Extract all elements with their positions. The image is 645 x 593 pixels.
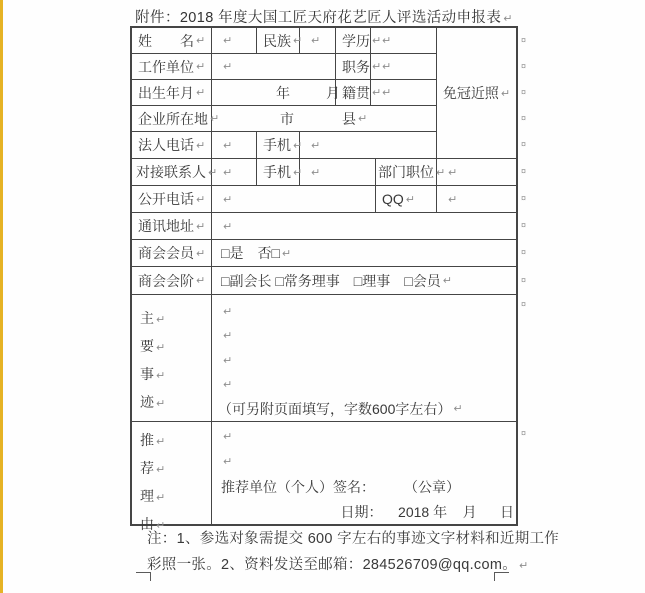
pilcrow-icon: ↵ — [281, 246, 292, 260]
recommend-content-cell[interactable] — [212, 422, 516, 524]
deeds-char: 迹 ↵ — [140, 394, 166, 410]
pilcrow-icon: ↵ — [293, 165, 303, 179]
recommend-date-line — [212, 499, 516, 524]
contact-label: 对接联系人 — [136, 164, 206, 180]
pilcrow-icon: ↵ — [311, 138, 321, 152]
pilcrow-icon: ↵ — [223, 455, 233, 468]
footer-note-line1: 注：1、参选对象需提交 600 字左右的事迹文字材料和近期工作 — [147, 531, 560, 547]
pilcrow-icon: ↵ — [196, 60, 206, 73]
contact-mobile-label-cell — [257, 159, 303, 186]
pilcrow-icon: ↵ — [156, 369, 166, 382]
pilcrow-icon: ↵ — [311, 165, 321, 179]
margin-corner-right — [494, 572, 509, 581]
empty-paragraph[interactable] — [212, 323, 516, 347]
pilcrow-icon: ↵ — [223, 165, 233, 179]
legal-phone-value-cell[interactable] — [212, 132, 257, 159]
pilcrow-icon: ↵ — [293, 34, 303, 47]
pilcrow-icon: ↵ — [372, 34, 382, 47]
native-place-label: 籍贯 — [342, 84, 370, 101]
deeds-char: 主 ↵ — [140, 310, 166, 326]
pilcrow-icon: ↵ — [196, 192, 206, 206]
pilcrow-icon: ↵ — [448, 165, 458, 179]
pilcrow-icon: ↵ — [223, 377, 233, 391]
pilcrow-icon: ↵ — [223, 192, 233, 206]
pilcrow-icon: ↵ — [503, 12, 513, 25]
county-text: 县 — [342, 110, 356, 127]
pilcrow-icon: ↵ — [196, 246, 206, 260]
contact-label-cell — [132, 159, 218, 186]
pilcrow-icon: ↵ — [358, 112, 368, 125]
qq-label: QQ — [382, 191, 404, 207]
pilcrow-icon: ↵ — [293, 138, 303, 152]
rank-options[interactable]: □副会长 □常务理事 □理事 □会员 — [221, 272, 441, 289]
pilcrow-icon: ↵ — [448, 192, 458, 206]
dept-position-value-cell[interactable] — [437, 159, 516, 186]
deeds-char: 要 ↵ — [140, 338, 166, 354]
row-end-mark: ¤ — [521, 35, 527, 45]
member-label-cell — [132, 240, 212, 267]
pilcrow-icon: ↵ — [500, 86, 511, 100]
deeds-content-cell[interactable] — [212, 295, 516, 422]
pilcrow-icon: ↵ — [196, 219, 206, 233]
recommend-char: 推 ↵ — [140, 432, 166, 448]
birth-label-cell — [132, 80, 212, 106]
company-location-value-cell[interactable] — [212, 106, 437, 132]
work-unit-label-cell — [132, 54, 212, 80]
margin-corner-left — [136, 572, 151, 581]
rank-label: 商会会阶 — [138, 272, 194, 289]
pilcrow-icon: ↵ — [223, 138, 233, 152]
legal-phone-label-cell — [132, 132, 212, 159]
rank-label-cell — [132, 267, 212, 295]
dept-position-label: 部门职位 — [378, 164, 434, 180]
contact-mobile-value-cell[interactable] — [300, 159, 376, 186]
pilcrow-icon: ↵ — [196, 34, 206, 47]
pilcrow-icon: ↵ — [210, 112, 220, 125]
mobile-label: 手机 — [263, 164, 291, 180]
recommend-label-cell — [132, 422, 212, 532]
pilcrow-icon: ↵ — [442, 274, 452, 287]
row-end-mark: ¤ — [521, 166, 527, 176]
pilcrow-icon: ↵ — [196, 138, 206, 152]
pilcrow-icon: ↵ — [156, 313, 166, 326]
photo-cell[interactable] — [437, 28, 516, 159]
left-accent-stripe — [0, 0, 3, 593]
public-phone-value-cell[interactable] — [212, 186, 376, 213]
deeds-char: 事 ↵ — [140, 366, 166, 382]
pilcrow-icon: ↵ — [223, 304, 233, 318]
native-place-label-cell — [336, 80, 382, 106]
empty-paragraph[interactable] — [212, 449, 516, 474]
pilcrow-icon: ↵ — [156, 463, 166, 476]
education-value-cell[interactable] — [371, 28, 437, 54]
member-options-cell[interactable] — [212, 240, 516, 267]
row-end-mark: ¤ — [521, 299, 527, 309]
row-end-mark: ¤ — [521, 87, 527, 97]
pilcrow-icon: ↵ — [311, 34, 321, 47]
pilcrow-icon: ↵ — [156, 341, 166, 354]
birth-value-cell[interactable] — [212, 80, 340, 106]
city-text: 市 — [280, 110, 294, 127]
row-end-mark: ¤ — [521, 220, 527, 230]
empty-paragraph[interactable] — [212, 299, 516, 323]
mobile-label-cell — [257, 132, 303, 159]
pilcrow-icon: ↵ — [156, 397, 166, 410]
education-label-cell — [336, 28, 382, 54]
pilcrow-icon: ↵ — [372, 86, 382, 99]
document-title — [130, 6, 518, 27]
mobile-value-cell[interactable] — [300, 132, 437, 159]
deeds-label-cell — [132, 295, 212, 422]
company-location-label-cell — [132, 106, 220, 132]
footer-note-line2 — [147, 553, 567, 574]
pilcrow-icon: ↵ — [382, 60, 392, 73]
qq-value-cell[interactable] — [437, 186, 516, 213]
work-unit-label: 工作单位 — [138, 58, 194, 75]
title-text: 附件：2018 年度大国工匠天府花艺匠人评选活动申报表 — [135, 10, 502, 26]
deeds-note-line — [212, 397, 516, 421]
empty-paragraph[interactable] — [212, 348, 516, 372]
native-place-value-cell[interactable] — [371, 80, 437, 106]
row-end-mark: ¤ — [521, 193, 527, 203]
public-phone-label-cell — [132, 186, 212, 213]
year-text: 年 — [276, 84, 290, 101]
pilcrow-icon: ↵ — [519, 559, 529, 572]
row-end-mark: ¤ — [521, 428, 527, 438]
pilcrow-icon: ↵ — [156, 491, 166, 504]
deeds-note: （可另附页面填写，字数600字左右） — [218, 400, 452, 417]
pilcrow-icon: ↵ — [208, 165, 218, 179]
pilcrow-icon: ↵ — [223, 329, 233, 343]
name-value-cell[interactable] — [212, 28, 257, 54]
footer-note-text: 彩照一张。2、资料发送至邮箱：284526709@qq.com。 — [147, 557, 518, 573]
pilcrow-icon: ↵ — [196, 274, 206, 287]
ethnicity-label-cell — [257, 28, 303, 54]
pilcrow-icon: ↵ — [223, 430, 233, 443]
rank-options-cell[interactable] — [212, 267, 516, 295]
row-end-mark: ¤ — [521, 61, 527, 71]
row-end-mark: ¤ — [521, 275, 527, 285]
pilcrow-icon: ↵ — [405, 192, 415, 206]
pilcrow-icon: ↵ — [223, 60, 233, 73]
pilcrow-icon: ↵ — [156, 519, 166, 532]
row-end-mark: ¤ — [521, 247, 527, 257]
recommend-seal-text: （公章） — [404, 478, 460, 495]
pilcrow-icon: ↵ — [223, 34, 233, 47]
education-label: 学历 — [342, 32, 370, 49]
member-options[interactable]: □是 否□ — [221, 245, 280, 261]
contact-value-cell[interactable] — [212, 159, 257, 186]
name-label-cell — [132, 28, 212, 54]
recommend-sign-line — [212, 474, 516, 499]
duty-value-cell[interactable] — [371, 54, 437, 80]
public-phone-label: 公开电话 — [138, 191, 194, 207]
empty-paragraph[interactable] — [212, 372, 516, 396]
company-location-label: 企业所在地 — [138, 110, 208, 127]
dept-position-label-cell — [376, 159, 446, 186]
legal-phone-label: 法人电话 — [138, 137, 194, 153]
work-unit-value-cell[interactable] — [212, 54, 336, 80]
photo-label: 免冠近照 — [442, 85, 499, 101]
recommend-sign-text: 推荐单位（个人）签名： — [221, 478, 375, 495]
recommend-date-text: 日期： 2018 年 月 日 — [340, 503, 514, 520]
qq-label-cell — [376, 186, 437, 213]
row-end-mark: ¤ — [521, 139, 527, 149]
pilcrow-icon: ↵ — [196, 86, 206, 99]
member-label: 商会会员 — [138, 245, 194, 261]
pilcrow-icon: ↵ — [382, 34, 392, 47]
address-label: 通讯地址 — [138, 218, 194, 234]
address-label-cell — [132, 213, 212, 240]
pilcrow-icon: ↵ — [223, 353, 233, 367]
recommend-char: 理 ↵ — [140, 488, 166, 504]
recommend-char: 由 ↵ — [140, 516, 166, 532]
ethnicity-label: 民族 — [263, 32, 291, 49]
ethnicity-value-cell[interactable] — [300, 28, 336, 54]
pilcrow-icon: ↵ — [223, 219, 233, 233]
address-value-cell[interactable] — [212, 213, 516, 240]
pilcrow-icon: ↵ — [436, 165, 446, 179]
pilcrow-icon: ↵ — [453, 402, 463, 416]
empty-paragraph[interactable] — [212, 424, 516, 449]
duty-label: 职务 — [342, 58, 370, 75]
pilcrow-icon: ↵ — [156, 435, 166, 448]
pilcrow-icon: ↵ — [382, 86, 392, 99]
mobile-label: 手机 — [263, 137, 291, 153]
row-end-mark: ¤ — [521, 113, 527, 123]
application-form-table — [130, 26, 518, 532]
name-label: 姓 名 — [138, 32, 194, 49]
duty-label-cell — [336, 54, 382, 80]
pilcrow-icon: ↵ — [372, 60, 382, 73]
recommend-char: 荐 ↵ — [140, 460, 166, 476]
month-text: 月 — [326, 84, 340, 101]
birth-label: 出生年月 — [138, 84, 194, 101]
